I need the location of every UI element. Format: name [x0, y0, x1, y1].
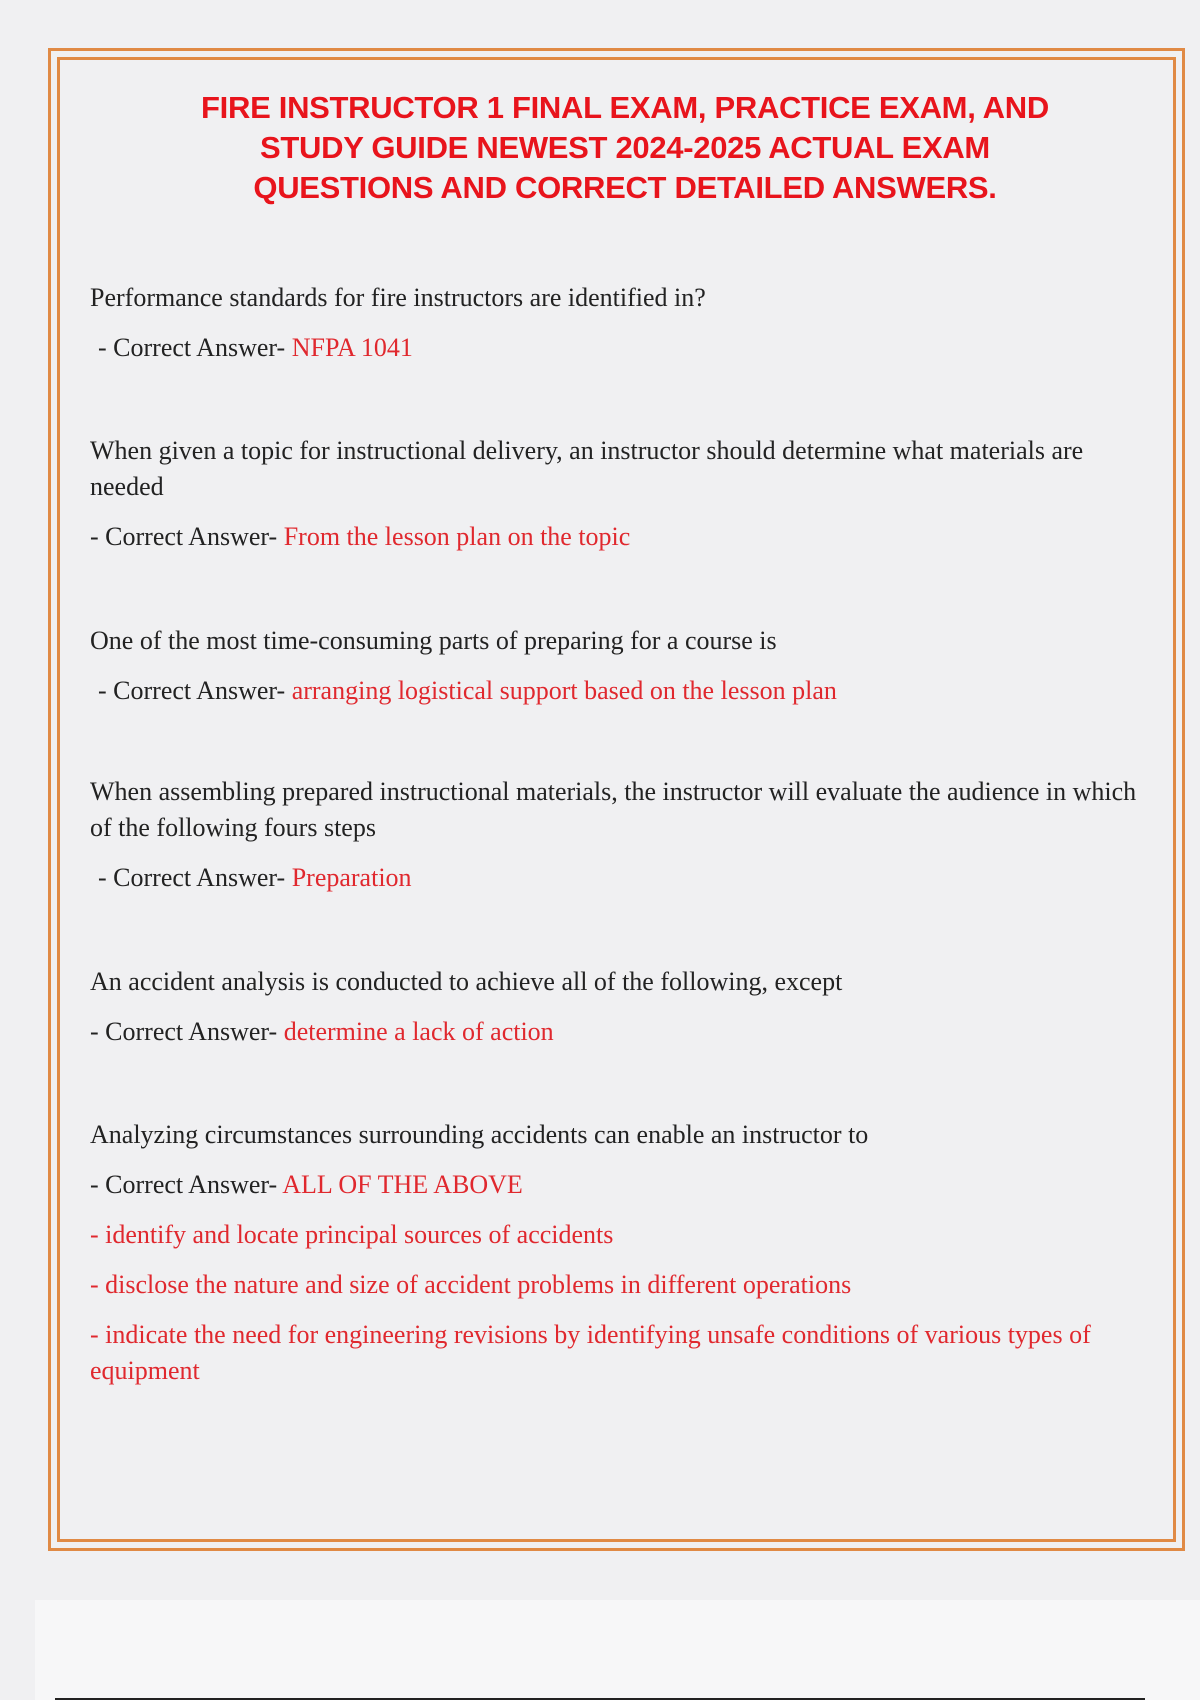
answer-line — [90, 519, 1140, 555]
qa-item-5 — [90, 964, 1140, 1050]
answer-sub-point: - disclose the nature and size of accident problems in different operations — [90, 1270, 852, 1299]
qa-item-1 — [90, 280, 1140, 366]
answer-value: determine a lack of action — [283, 1017, 554, 1046]
qa-item-4 — [90, 774, 1140, 896]
answer-value: NFPA 1041 — [291, 333, 413, 362]
question-text: Performance standards for fire instructors are identified in? — [90, 283, 706, 312]
answer-prefix: - Correct Answer- — [98, 333, 292, 362]
answer-line — [90, 1167, 1140, 1203]
answer-line — [90, 860, 1140, 896]
answer-prefix: - Correct Answer- — [90, 522, 284, 551]
title-line-1: FIRE INSTRUCTOR 1 FINAL EXAM, PRACTICE EXAM, AND — [201, 90, 1049, 125]
document-title — [90, 88, 1160, 208]
answer-value: From the lesson plan on the topic — [283, 522, 631, 551]
answer-sub-point: - indicate the need for engineering revisions by identifying unsafe conditions of various types of equipment — [90, 1320, 1091, 1385]
qa-item-6 — [90, 1117, 1140, 1389]
answer-line — [90, 673, 1140, 709]
question-text: An accident analysis is conducted to achieve all of the following, except — [90, 967, 843, 996]
next-page-preview — [35, 1600, 1200, 1700]
question-text: When given a topic for instructional delivery, an instructor should determine what materials are needed — [90, 436, 1084, 501]
answer-value: arranging logistical support based on the lesson plan — [291, 676, 837, 705]
answer-value: Preparation — [291, 863, 412, 892]
qa-item-3 — [90, 623, 1140, 709]
answer-value: ALL OF THE ABOVE — [282, 1170, 523, 1199]
title-line-2: STUDY GUIDE NEWEST 2024-2025 ACTUAL EXAM — [260, 130, 990, 165]
title-line-3: QUESTIONS AND CORRECT DETAILED ANSWERS. — [253, 170, 997, 205]
answer-sub-point: - identify and locate principal sources of accidents — [90, 1220, 614, 1249]
answer-prefix: - Correct Answer- — [98, 676, 292, 705]
question-text: One of the most time-consuming parts of preparing for a course is — [90, 626, 777, 655]
qa-item-2 — [90, 433, 1140, 555]
answer-prefix: - Correct Answer- — [90, 1017, 284, 1046]
question-text: Analyzing circumstances surrounding accidents can enable an instructor to — [90, 1120, 869, 1149]
answer-prefix: - Correct Answer- — [90, 1170, 283, 1199]
question-text: When assembling prepared instructional materials, the instructor will evaluate the audience in which of the following fours steps — [90, 777, 1137, 842]
answer-prefix: - Correct Answer- — [98, 863, 292, 892]
answer-line — [90, 330, 1140, 366]
answer-line — [90, 1014, 1140, 1050]
